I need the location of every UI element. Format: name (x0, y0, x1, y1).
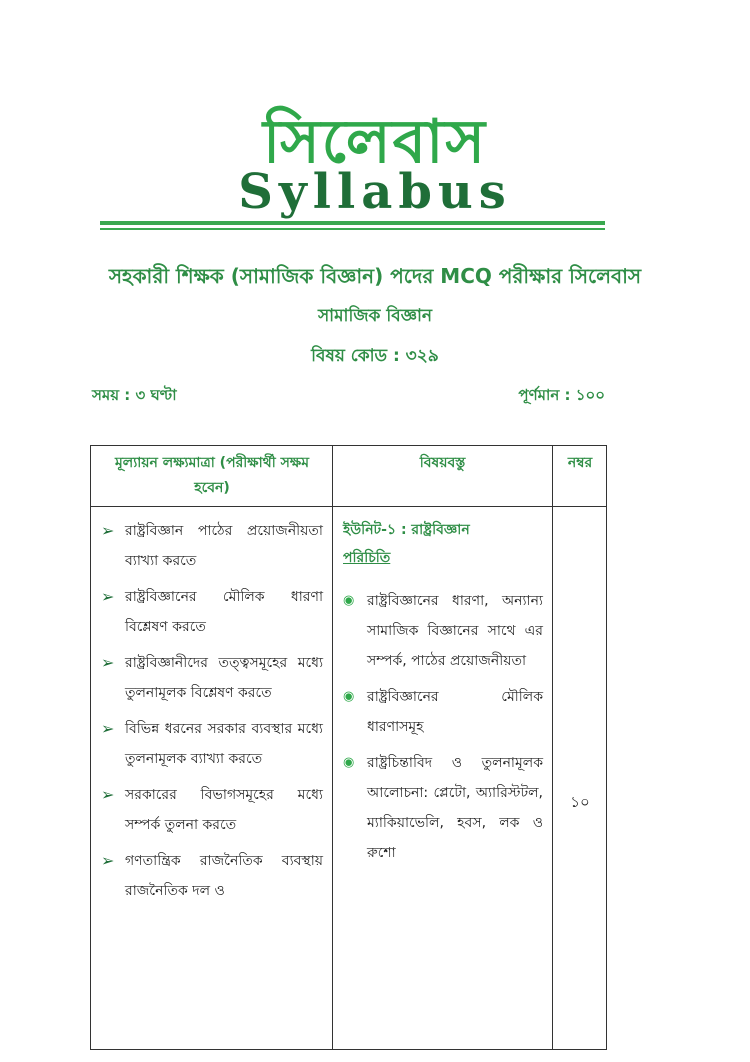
list-item: ◉ রাষ্ট্রচিন্তাবিদ ও তুলনামূলক আলোচনা: প্লেটো, অ্যারিস্টটল, ম্যাকিয়াভেলি, হবস, লক ও রুশো (343, 748, 543, 868)
content-list (343, 516, 543, 874)
syllabus-subtitle: সহকারী শিক্ষক (সামাজিক বিজ্ঞান) পদের MCQ পরীক্ষার সিলেবাস (108, 264, 642, 288)
circle-bullet-icon: ◉ (343, 689, 355, 704)
objectives-list (101, 516, 323, 912)
list-item: ➢ গণতান্ত্রিক রাজনৈতিক ব্যবস্থায় রাজনৈতিক দল ও (101, 846, 323, 906)
arrow-bullet-icon: ➢ (101, 653, 115, 672)
unit-title: ইউনিট-১ : রাষ্ট্রবিজ্ঞান পরিচিতি (343, 522, 470, 566)
list-item: ◉ রাষ্ট্রবিজ্ঞানের ধারণা, অন্যান্য সামাজিক বিজ্ঞানের সাথে এর সম্পর্ক, পাঠের প্রয়োজনীয়তা (343, 586, 543, 676)
title-underline-thick (100, 221, 605, 225)
circle-bullet-icon: ◉ (343, 593, 355, 608)
arrow-bullet-icon: ➢ (101, 785, 115, 804)
title-underline-thin (100, 228, 605, 230)
header-objectives: মূল্যায়ন লক্ষ্যমাত্রা (পরীক্ষার্থী সক্ষম হবেন) (114, 455, 309, 496)
title-bengali: সিলেবাস (262, 107, 488, 177)
syllabus-table (90, 445, 607, 1050)
title-english: Syllabus (238, 164, 512, 220)
header-content: বিষয়বস্তু (419, 455, 466, 471)
arrow-bullet-icon: ➢ (101, 851, 115, 870)
circle-bullet-icon: ◉ (343, 755, 355, 770)
subject-code: বিষয় কোড : ৩২৯ (311, 346, 439, 366)
list-item: ➢ রাষ্ট্রবিজ্ঞান পাঠের প্রয়োজনীয়তা ব্যাখ্যা করতে (101, 516, 323, 576)
column-divider (332, 446, 333, 1049)
exam-time: সময় : ৩ ঘণ্টা (92, 386, 177, 404)
subject-name: সামাজিক বিজ্ঞান (317, 306, 433, 326)
full-marks: পূর্ণমান : ১০০ (518, 386, 605, 404)
marks-value: ১০ (570, 793, 590, 811)
list-item: ◉ রাষ্ট্রবিজ্ঞানের মৌলিক ধারণাসমূহ (343, 682, 543, 742)
arrow-bullet-icon: ➢ (101, 719, 115, 738)
list-item: ➢ রাষ্ট্রবিজ্ঞানের মৌলিক ধারণা বিশ্লেষণ করতে (101, 582, 323, 642)
arrow-bullet-icon: ➢ (101, 587, 115, 606)
arrow-bullet-icon: ➢ (101, 521, 115, 540)
header-marks: নম্বর (567, 455, 593, 471)
list-item: ➢ রাষ্ট্রবিজ্ঞানীদের তত্ত্বসমূহের মধ্যে তুলনামূলক বিশ্লেষণ করতে (101, 648, 323, 708)
list-item: ➢ বিভিন্ন ধরনের সরকার ব্যবস্থার মধ্যে তুলনামূলক ব্যাখ্যা করতে (101, 714, 323, 774)
header-divider (91, 506, 606, 507)
list-item: ➢ সরকারের বিভাগসমূহের মধ্যে সম্পর্ক তুলনা করতে (101, 780, 323, 840)
column-divider (552, 446, 553, 1049)
